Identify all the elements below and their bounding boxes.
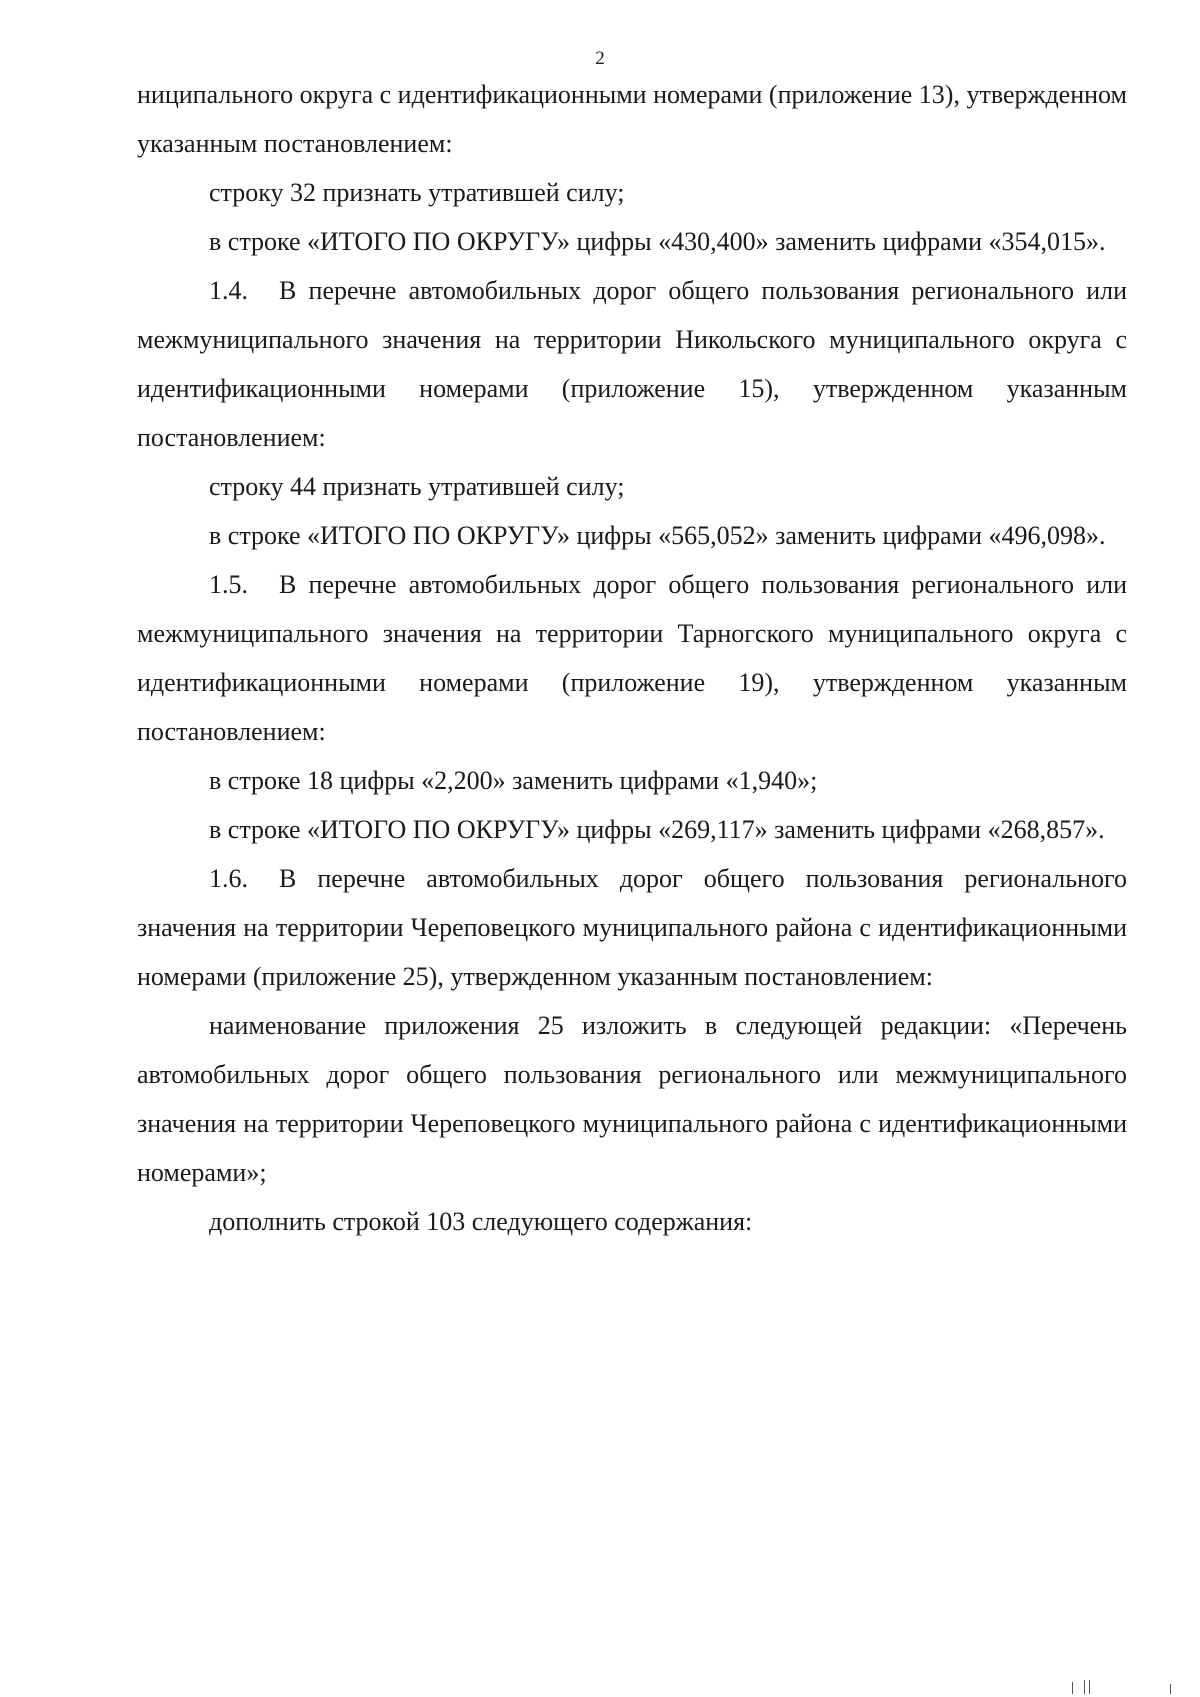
scan-artifact-mark [1170, 1684, 1171, 1694]
scan-artifact-mark [1072, 1682, 1073, 1694]
document-body [137, 70, 1127, 1246]
paragraph-add-row-103: дополнить строкой 103 следующего содержания: [209, 1207, 753, 1236]
item-number: 1.5. [209, 570, 248, 599]
paragraph-item-1-4 [137, 266, 1127, 462]
item-number: 1.6. [209, 864, 248, 893]
paragraph-total-replace-2: в строке «ИТОГО ПО ОКРУГУ» цифры «565,052» заменить цифрами «496,098». [209, 521, 1106, 550]
paragraph-strike-row-32: строку 32 признать утратившей силу; [209, 178, 625, 207]
item-number: 1.4. [209, 276, 248, 305]
page-number: 2 [595, 48, 605, 69]
paragraph-total-replace-3: в строке «ИТОГО ПО ОКРУГУ» цифры «269,117» заменить цифрами «268,857». [209, 815, 1105, 844]
item-text: В перечне автомобильных дорог общего пользования регионального значения на территории Череповецкого муниципального района с идентификационными номерами (приложение 25), утвержденном указанным постановлением: [137, 864, 1127, 991]
paragraph-continuation: ниципального округа с идентификационными номерами (приложение 13), утвержденном указанным постановлением: [137, 80, 1127, 158]
item-text: В перечне автомобильных дорог общего пользования регионального или межмуниципального значения на территории Никольского муниципального округа с идентификационными номерами (приложение 15), утвержденном указанным постановлением: [137, 276, 1127, 452]
paragraph-item-1-6 [137, 854, 1127, 1001]
paragraph-strike-row-44: строку 44 признать утратившей силу; [209, 472, 625, 501]
paragraph-row-18-replace: в строке 18 цифры «2,200» заменить цифрами «1,940»; [209, 766, 818, 795]
paragraph-rename-appendix-25: наименование приложения 25 изложить в следующей редакции: «Перечень автомобильных дорог общего пользования регионального или межмуниципального значения на территории Череповецкого муниципального района с идентификационными номерами»; [137, 1011, 1127, 1187]
scan-artifact-mark [1089, 1680, 1090, 1694]
scan-artifact-mark [1084, 1680, 1085, 1694]
paragraph-total-replace-1: в строке «ИТОГО ПО ОКРУГУ» цифры «430,400» заменить цифрами «354,015». [209, 227, 1106, 256]
paragraph-item-1-5 [137, 560, 1127, 756]
item-text: В перечне автомобильных дорог общего пользования регионального или межмуниципального значения на территории Тарногского муниципального округа с идентификационными номерами (приложение 19), утвержденном указанным постановлением: [137, 570, 1127, 746]
